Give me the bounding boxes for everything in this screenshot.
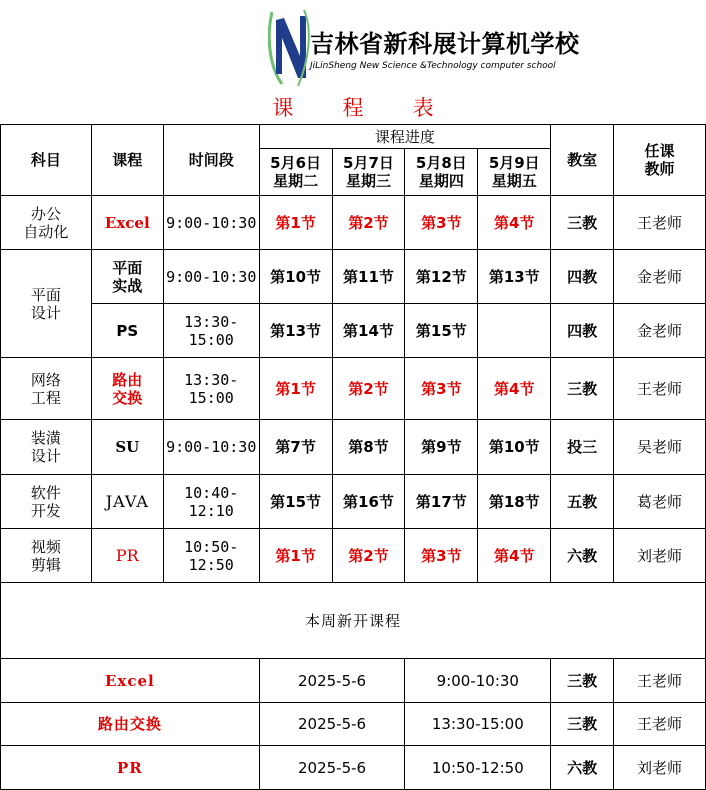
header-teacher-line: 任课 [644, 142, 675, 160]
schedule-title-char: 课 [272, 96, 294, 120]
session-cell: 第10节 [259, 250, 332, 304]
subject-line: 工程 [30, 388, 61, 407]
classroom-cell: 三教 [551, 196, 614, 250]
subject-line: 自动化 [23, 222, 69, 241]
header-subject: 科目 [1, 125, 92, 196]
header-day [405, 149, 478, 196]
new-course-teacher: 王老师 [614, 703, 706, 746]
session-cell: 第3节 [405, 196, 478, 250]
table-row [1, 304, 706, 358]
new-course-time: 13:30-15:00 [405, 703, 551, 746]
session-cell: 第4节 [478, 358, 551, 420]
new-course-date: 2025-5-6 [259, 703, 405, 746]
table-row [1, 475, 706, 529]
day-date: 5月9日 [488, 154, 540, 172]
subject-line: 设计 [30, 447, 61, 465]
session-cell: 第9节 [405, 420, 478, 475]
course-cell: JAVA [91, 475, 163, 529]
table-row [1, 250, 706, 304]
table-row [1, 529, 706, 583]
course-cell: PS [91, 304, 163, 358]
header-time: 时间段 [163, 125, 259, 196]
session-cell: 第4节 [478, 529, 551, 583]
school-emblem-icon [268, 8, 310, 88]
school-name-english: JiLinSheng New Science &Technology computer school [310, 61, 556, 71]
new-course-time: 10:50-12:50 [405, 746, 551, 790]
header-day [478, 149, 551, 196]
time-cell: 9:00-10:30 [163, 196, 259, 250]
new-course-classroom: 三教 [551, 659, 614, 703]
subject-line: 网络 [30, 370, 61, 389]
header-course: 课程 [91, 125, 163, 196]
subject-line: 平面 [30, 285, 61, 304]
teacher-cell: 金老师 [614, 304, 706, 358]
session-cell: 第13节 [259, 304, 332, 358]
day-weekday: 星期二 [273, 172, 319, 190]
time-cell: 9:00-10:30 [163, 420, 259, 475]
subject-line: 设计 [30, 303, 61, 322]
schedule-title-char: 程 [342, 96, 364, 120]
day-weekday: 星期五 [491, 172, 537, 190]
time-cell: 9:00-10:30 [163, 250, 259, 304]
subject-line: 剪辑 [30, 555, 61, 574]
session-cell: 第8节 [332, 420, 405, 475]
session-cell: 第13节 [478, 250, 551, 304]
schedule-title [0, 92, 706, 122]
new-course-teacher: 王老师 [614, 659, 706, 703]
new-course-row [1, 746, 706, 790]
subject-cell [1, 358, 92, 420]
classroom-cell: 三教 [551, 358, 614, 420]
time-cell: 10:40-12:10 [163, 475, 259, 529]
header-classroom: 教室 [551, 125, 614, 196]
classroom-cell: 五教 [551, 475, 614, 529]
day-date: 5月8日 [415, 154, 467, 172]
subject-line: 办公 [30, 204, 61, 223]
subject-line: 软件 [30, 483, 61, 502]
course-cell: 平面实战 [91, 250, 163, 304]
subject-line: 视频 [30, 537, 61, 556]
table-row [1, 358, 706, 420]
schedule-table [0, 124, 706, 790]
day-weekday: 星期四 [418, 172, 464, 190]
table-row [1, 196, 706, 250]
day-weekday: 星期三 [345, 172, 391, 190]
session-cell: 第4节 [478, 196, 551, 250]
teacher-cell: 吴老师 [614, 420, 706, 475]
new-course-date: 2025-5-6 [259, 746, 405, 790]
subject-cell [1, 529, 92, 583]
session-cell: 第1节 [259, 529, 332, 583]
session-cell [478, 304, 551, 358]
header-day [332, 149, 405, 196]
subject-cell [1, 196, 92, 250]
teacher-cell: 金老师 [614, 250, 706, 304]
day-date: 5月6日 [270, 154, 322, 172]
day-date: 5月7日 [343, 154, 394, 172]
new-course-teacher: 刘老师 [614, 746, 706, 790]
new-course-row [1, 659, 706, 703]
new-course-classroom: 六教 [551, 746, 614, 790]
classroom-cell: 四教 [551, 250, 614, 304]
teacher-cell: 葛老师 [614, 475, 706, 529]
session-cell: 第16节 [332, 475, 405, 529]
classroom-cell: 六教 [551, 529, 614, 583]
header-day [259, 149, 332, 196]
session-cell: 第11节 [332, 250, 405, 304]
session-cell: 第3节 [405, 529, 478, 583]
time-cell: 13:30-15:00 [163, 304, 259, 358]
session-cell: 第2节 [332, 358, 405, 420]
subject-cell [1, 250, 92, 358]
session-cell: 第17节 [405, 475, 478, 529]
session-cell: 第1节 [259, 196, 332, 250]
header-progress: 课程进度 [259, 125, 551, 149]
school-logo [268, 8, 580, 88]
time-cell: 10:50-12:50 [163, 529, 259, 583]
course-cell: SU [91, 420, 163, 475]
subject-line: 装潢 [30, 429, 61, 447]
new-course-row [1, 703, 706, 746]
subject-cell [1, 475, 92, 529]
time-cell: 13:30-15:00 [163, 358, 259, 420]
new-course-time: 9:00-10:30 [405, 659, 551, 703]
session-cell: 第3节 [405, 358, 478, 420]
session-cell: 第1节 [259, 358, 332, 420]
session-cell: 第15节 [259, 475, 332, 529]
session-cell: 第10节 [478, 420, 551, 475]
session-cell: 第14节 [332, 304, 405, 358]
teacher-cell: 王老师 [614, 196, 706, 250]
classroom-cell: 四教 [551, 304, 614, 358]
session-cell: 第15节 [405, 304, 478, 358]
new-course-name: PR [1, 746, 260, 790]
teacher-cell: 刘老师 [614, 529, 706, 583]
course-cell: 路由交换 [91, 358, 163, 420]
header-teacher [614, 125, 706, 196]
new-course-name: 路由交换 [1, 703, 260, 746]
new-course-classroom: 三教 [551, 703, 614, 746]
teacher-cell: 王老师 [614, 358, 706, 420]
classroom-cell: 投三 [551, 420, 614, 475]
session-cell: 第18节 [478, 475, 551, 529]
new-course-name: Excel [1, 659, 260, 703]
session-cell: 第7节 [259, 420, 332, 475]
session-cell: 第2节 [332, 196, 405, 250]
subject-cell [1, 420, 92, 475]
session-cell: 第12节 [405, 250, 478, 304]
course-cell: Excel [91, 196, 163, 250]
new-courses-title: 本周新开课程 [1, 583, 706, 659]
subject-line: 开发 [30, 501, 61, 520]
schedule-title-char: 表 [412, 96, 434, 120]
table-row [1, 420, 706, 475]
session-cell: 第2节 [332, 529, 405, 583]
header-teacher-line: 教师 [644, 160, 675, 178]
school-name: 吉林省新科展计算机学校 [310, 29, 580, 58]
new-course-date: 2025-5-6 [259, 659, 405, 703]
course-cell: PR [91, 529, 163, 583]
